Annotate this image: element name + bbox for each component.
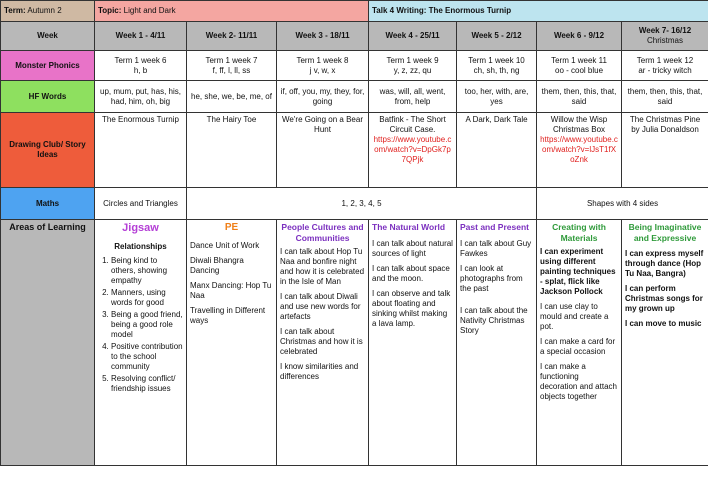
phonics-cell: [187, 51, 277, 81]
aol-natural-world: [369, 220, 457, 466]
drawing-text: Willow the Wisp Christmas Box: [550, 115, 608, 134]
week-header: Week 1 - 4/11: [95, 22, 187, 51]
row-label-drawing: Drawing Club/ Story Ideas: [1, 113, 95, 188]
list-item: 1. Being kind to others, showing empathy: [111, 256, 183, 286]
aol-past-present: [457, 220, 537, 466]
jigsaw-subtitle: Relationships: [114, 241, 167, 251]
nw-title: The Natural World: [372, 222, 446, 232]
maths-cell: 1, 2, 3, 4, 5: [187, 188, 537, 220]
topic-label: Topic:: [98, 6, 122, 15]
list-item: I can use clay to mould and create a pot.: [540, 302, 609, 332]
phonics-term: Term 1 week 12: [636, 55, 694, 65]
list-item: I can observe and talk about floating and sinking whilst making a lava lamp.: [372, 288, 451, 328]
drawing-cell: A Dark, Dark Tale: [457, 113, 537, 188]
phonics-sounds: ar - tricky witch: [638, 65, 692, 75]
pe-title: PE: [224, 222, 239, 233]
list-item: I can talk about Guy Fawkes: [460, 238, 532, 258]
bie-title: Being Imaginative and Expressive: [628, 222, 702, 243]
talk4writing-cell: [369, 1, 708, 22]
list-item: I can talk about Christmas and how it is celebrated: [280, 327, 363, 357]
aol-pcc: [277, 220, 369, 466]
drawing-cell: [537, 113, 622, 188]
cm-title: Creating with Materials: [552, 222, 606, 243]
week-header: Week 4 - 25/11: [369, 22, 457, 51]
list-item: 4. Positive contribution to the school community: [111, 342, 183, 372]
term-cell: [1, 1, 95, 22]
hf-cell: he, she, we, be, me, of: [187, 81, 277, 113]
list-item: I can talk about natural sources of light: [372, 238, 453, 258]
list-item: I can make a card for a special occasion: [540, 337, 616, 357]
drawing-cell: We're Going on a Bear Hunt: [277, 113, 369, 188]
phonics-cell: [277, 51, 369, 81]
topic-cell: [95, 1, 369, 22]
drawing-text: Batfink - The Short Circuit Case.: [379, 115, 446, 134]
list-item: I can express myself through dance (Hop Tu Naa, Bangra): [625, 249, 704, 279]
row-label-maths: Maths: [1, 188, 95, 220]
drawing-cell: [369, 113, 457, 188]
hf-cell: too, her, with, are, yes: [457, 81, 537, 113]
pcc-title: People Cultures and Communities: [281, 222, 364, 243]
maths-cell: Circles and Triangles: [95, 188, 187, 220]
week-header-christmas: [622, 22, 708, 51]
term-label: Term:: [4, 6, 26, 15]
phonics-sounds: ch, sh, th, ng: [473, 65, 520, 75]
week-header: Week 6 - 9/12: [537, 22, 622, 51]
phonics-cell: [457, 51, 537, 81]
aol-jigsaw: [95, 220, 187, 466]
week-header: Week 5 - 2/12: [457, 22, 537, 51]
list-item: 3. Being a good friend, being a good role model: [111, 310, 183, 340]
list-item: I can experiment using different painting techniques - splat, flick like Jackson Pollock: [540, 247, 616, 297]
phonics-sounds: y, z, zz, qu: [393, 65, 432, 75]
list-item: I can make a functioning decoration and attach objects together: [540, 362, 617, 402]
phonics-cell: [95, 51, 187, 81]
phonics-term: Term 1 week 6: [114, 55, 167, 65]
phonics-cell: [369, 51, 457, 81]
phonics-term: Term 1 week 8: [296, 55, 349, 65]
youtube-link[interactable]: https://www.youtube.com/watch?v=DpGk7p7QPjk: [373, 135, 452, 164]
row-label-phonics: Monster Phonics: [1, 51, 95, 81]
hf-cell: was, will, all, went, from, help: [369, 81, 457, 113]
maths-cell: Shapes with 4 sides: [537, 188, 708, 220]
list-item: Manx Dancing: Hop Tu Naa: [190, 280, 272, 300]
hf-cell: them, then, this, that, said: [622, 81, 708, 113]
phonics-term: Term 1 week 7: [205, 55, 258, 65]
list-item: I can move to music: [625, 319, 702, 329]
term-value: Autumn 2: [27, 6, 62, 15]
hf-cell: up, mum, put, has, his, had, him, oh, big: [95, 81, 187, 113]
phonics-cell: [622, 51, 708, 81]
aol-creating-materials: [537, 220, 622, 466]
week-header: Week 3 - 18/11: [277, 22, 369, 51]
phonics-sounds: f, ff, l, ll, ss: [212, 65, 251, 75]
list-item: Travelling in Different ways: [190, 305, 266, 325]
list-item: Diwali Bhangra Dancing: [190, 255, 244, 275]
week7-label: Week 7- 16/12: [638, 26, 692, 35]
jigsaw-title: Jigsaw: [122, 222, 159, 234]
list-item: I can talk about space and the moon.: [372, 263, 450, 283]
youtube-link[interactable]: https://www.youtube.com/watch?v=lJsT1fXoZnk: [540, 135, 618, 164]
phonics-term: Term 1 week 9: [386, 55, 439, 65]
hf-cell: them, then, this, that, said: [537, 81, 622, 113]
row-label-week: Week: [1, 22, 95, 51]
list-item: 2. Manners, using words for good: [111, 288, 183, 308]
talk4writing-title: Talk 4 Writing: The Enormous Turnip: [372, 6, 512, 15]
phonics-sounds: oo - cool blue: [555, 65, 604, 75]
jigsaw-list: [98, 256, 183, 394]
list-item: I can talk about Diwali and use new words for artefacts: [280, 292, 361, 322]
aol-imaginative-expressive: [622, 220, 708, 466]
week7-sub: Christmas: [647, 36, 684, 45]
row-label-aol: Areas of Learning: [1, 220, 95, 466]
aol-pe: [187, 220, 277, 466]
phonics-cell: [537, 51, 622, 81]
phonics-sounds: h, b: [133, 65, 148, 75]
pp-title: Past and Present: [460, 222, 529, 232]
phonics-term: Term 1 week 11: [551, 55, 607, 65]
list-item: I can look at photographs from the past: [460, 263, 523, 293]
list-item: Dance Unit of Work: [190, 240, 260, 250]
topic-value: Light and Dark: [123, 6, 176, 15]
list-item: I know similarities and differences: [280, 362, 359, 382]
list-item: I can talk about Hop Tu Naa and bonfire night and how it is celebrated in the Isle of Man: [280, 247, 365, 287]
drawing-cell: The Christmas Pine by Julia Donaldson: [622, 113, 708, 188]
phonics-term: Term 1 week 10: [468, 55, 525, 65]
list-item: I can perform Christmas songs for my grown up: [625, 284, 703, 314]
list-item: 5. Resolving conflict/ friendship issues: [111, 374, 183, 394]
hf-cell: if, off, you, my, they, for, going: [277, 81, 369, 113]
row-label-hf: HF Words: [1, 81, 95, 113]
drawing-cell: The Hairy Toe: [187, 113, 277, 188]
list-item: I can talk about the Nativity Christmas Story: [460, 305, 528, 335]
drawing-cell: The Enormous Turnip: [95, 113, 187, 188]
phonics-sounds: j v, w, x: [309, 65, 336, 75]
week-header: Week 2- 11/11: [187, 22, 277, 51]
